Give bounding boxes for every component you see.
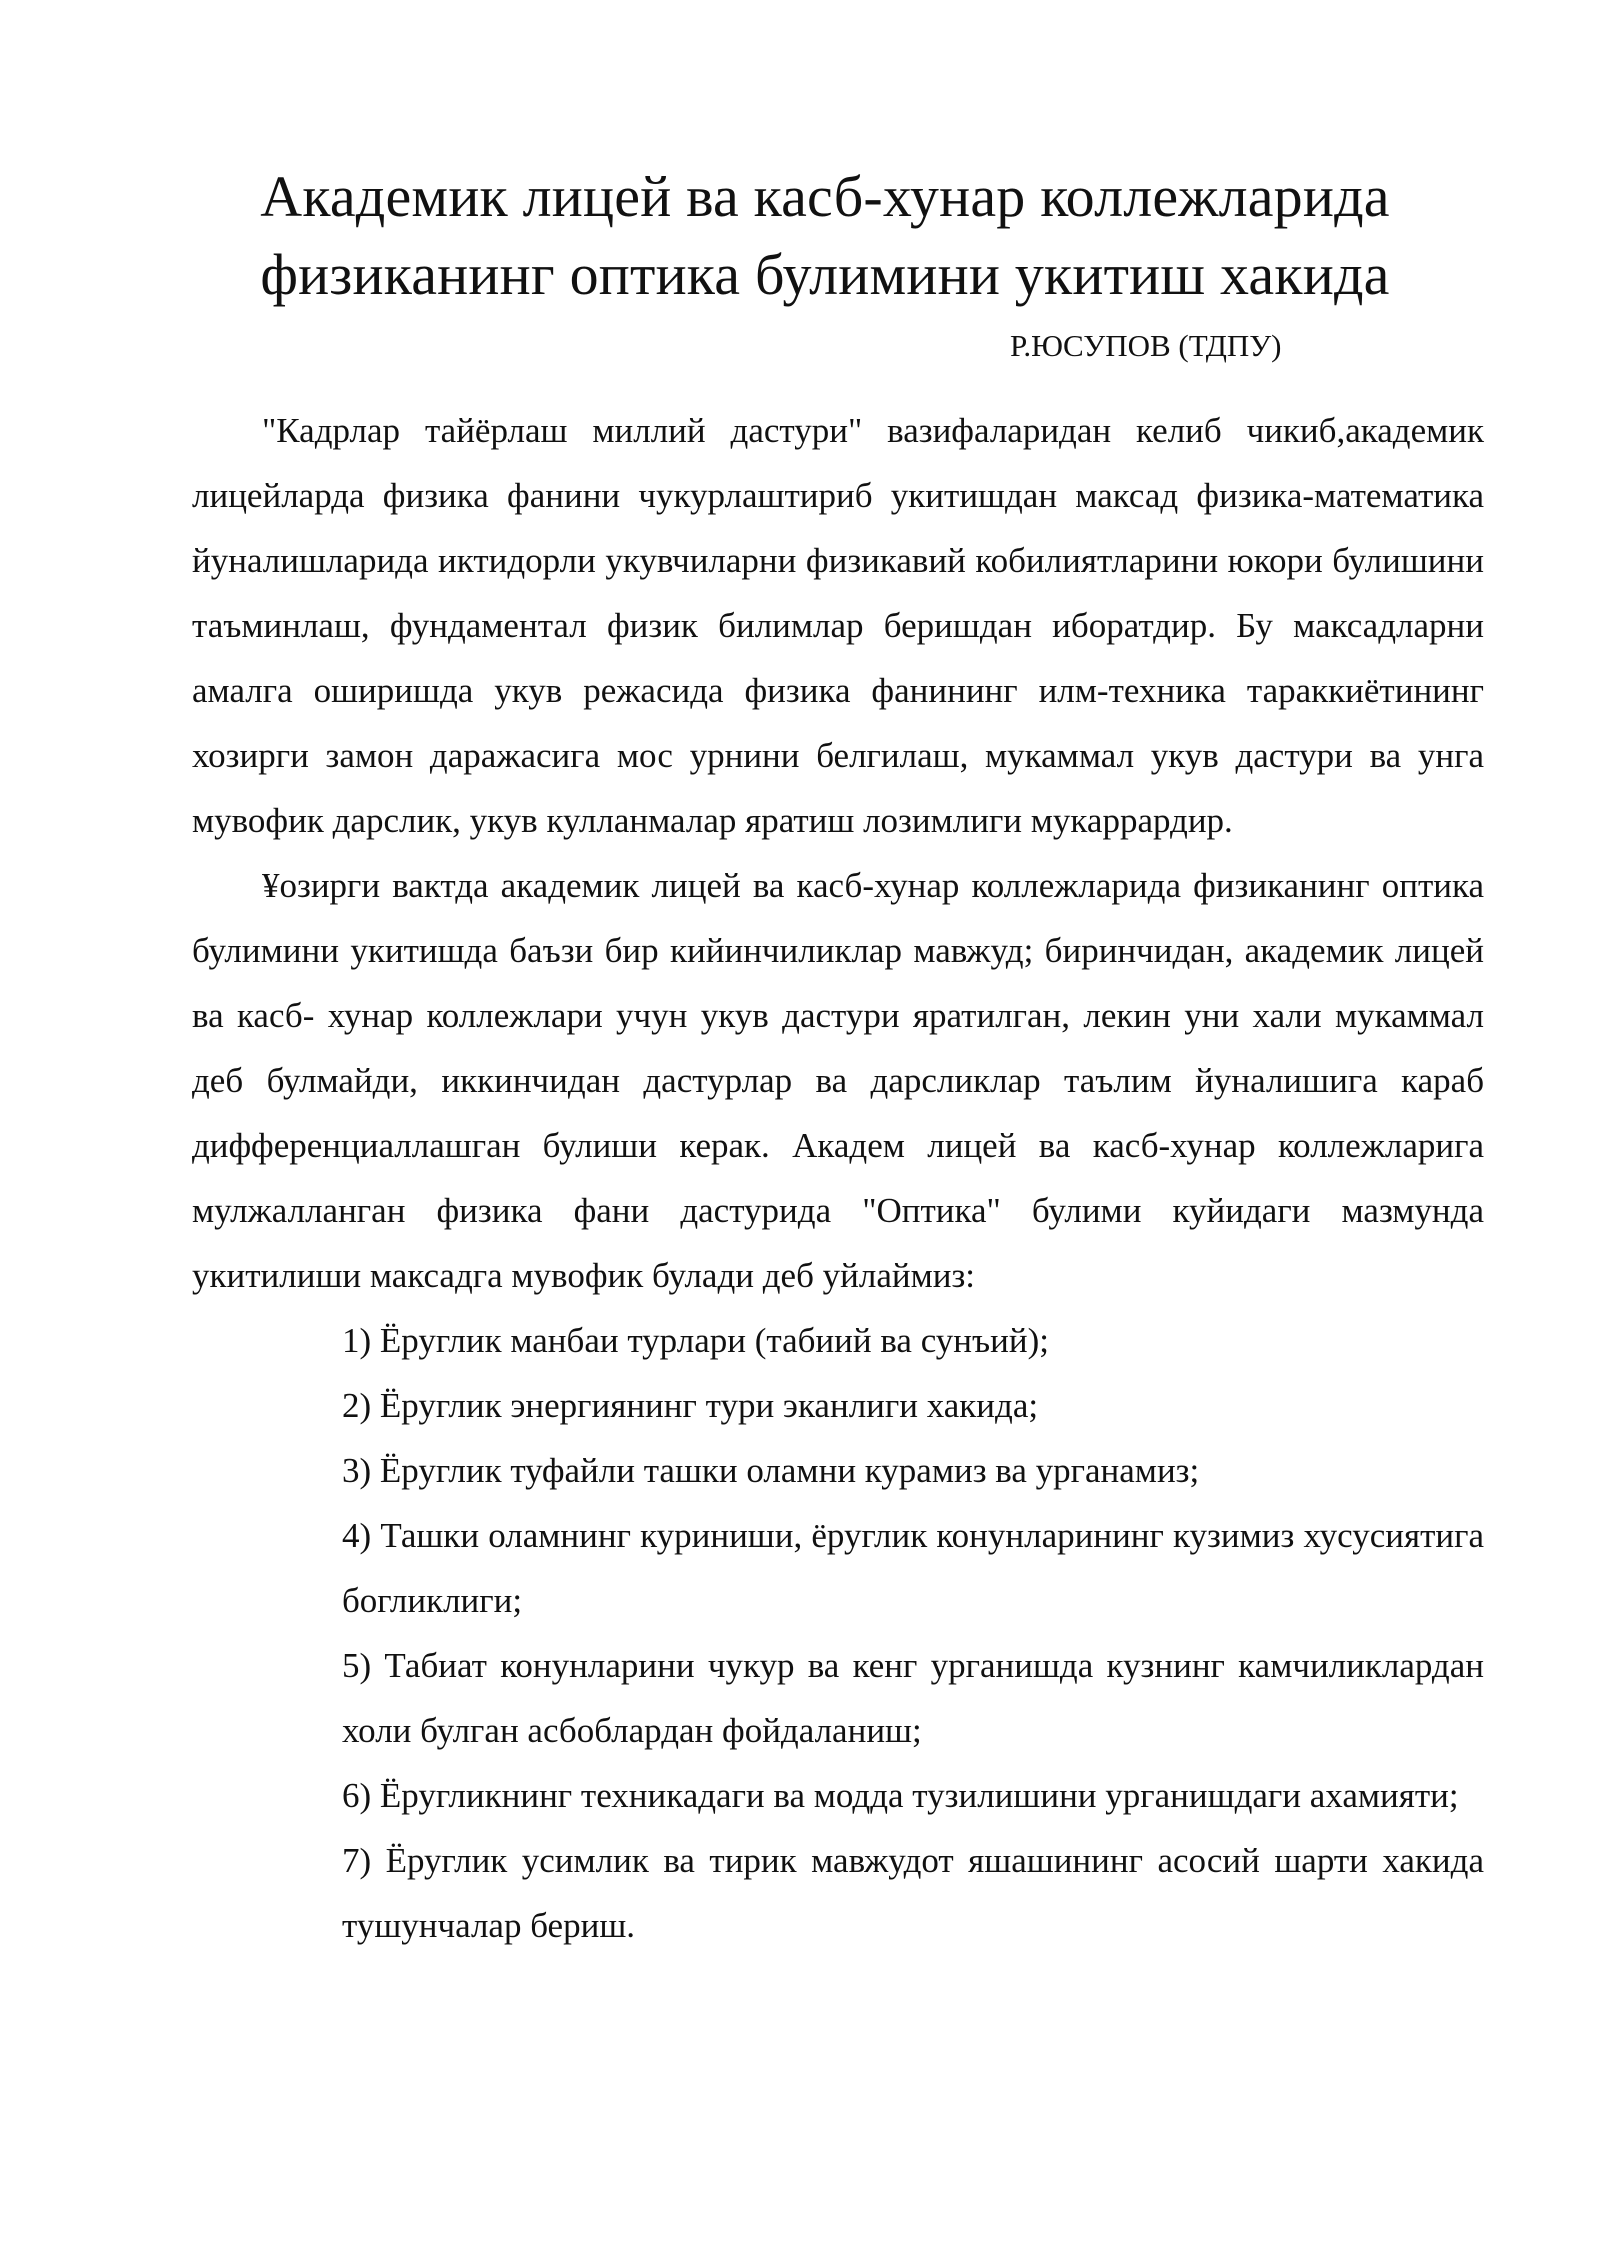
- author-line: Р.ЮСУПОВ (ТДПУ): [1010, 328, 1282, 363]
- title-line-1: Академик лицей ва касб-хунар коллежларида: [260, 164, 1390, 229]
- paragraph-2: ¥озирги вактда академик лицей ва касб-хунар коллежларида физиканинг оптика булимини укитишда баъзи бир кийинчиликлар мавжуд; биринчидан, академик лицей ва касб- хунар коллежлари учун укув дастури яратилган, лекин уни хали мукаммал деб булмайди, иккинчидан дастурлар ва дарсликлар таълим йуналишига караб дифференциаллашган булиши керак. Академ лицей ва касб-хунар коллежларига мулжалланган физика фани дастурида "Оптика" булими куйидаги мазмунда укитилиши максадга мувофик булади деб уйлаймиз:: [192, 866, 1484, 1295]
- list-item: 1) Ёруглик манбаи турлари (табиий ва сунъий);: [342, 1321, 1049, 1360]
- list-item: 7) Ёруглик усимлик ва тирик мавжудот яшашининг асосий шарти хакида тушунчалар бериш.: [342, 1841, 1484, 1945]
- list-item: 6) Ёругликнинг техникадаги ва модда тузилишини урганишдаги ахамияти;: [342, 1776, 1459, 1815]
- list-item: 3) Ёруглик туфайли ташки оламни курамиз ва урганамиз;: [342, 1451, 1200, 1490]
- content-list: [192, 1308, 1484, 1958]
- list-item: 2) Ёруглик энергиянинг тури эканлиги хакида;: [342, 1386, 1039, 1425]
- document-title: [190, 158, 1460, 314]
- paragraph-1: "Кадрлар тайёрлаш миллий дастури" вазифаларидан келиб чикиб,академик лицейларда физика фанини чукурлаштириб укитишдан максад физика-математика йуналишларида иктидорли укувчиларни физикавий кобилиятларини юкори булишини таъминлаш, фундаментал физик билимлар беришдан иборатдир. Бу максадларни амалга оширишда укув режасида физика фанининг илм-техника тараккиётининг хозирги замон даражасига мос урнини белгилаш, мукаммал укув дастури ва унга мувофик дарслик, укув кулланмалар яратиш лозимлиги мукаррардир.: [192, 411, 1484, 840]
- list-item: 5) Табиат конунларини чукур ва кенг урганишда кузнинг камчиликлардан холи булган асбоблардан фойдаланиш;: [342, 1646, 1484, 1750]
- list-item: 4) Ташки оламнинг куриниши, ёруглик конунларининг кузимиз хусусиятига богликлиги;: [342, 1516, 1484, 1620]
- document-body: [192, 398, 1484, 1958]
- title-line-2: физиканинг оптика булимини укитиш хакида: [260, 242, 1390, 307]
